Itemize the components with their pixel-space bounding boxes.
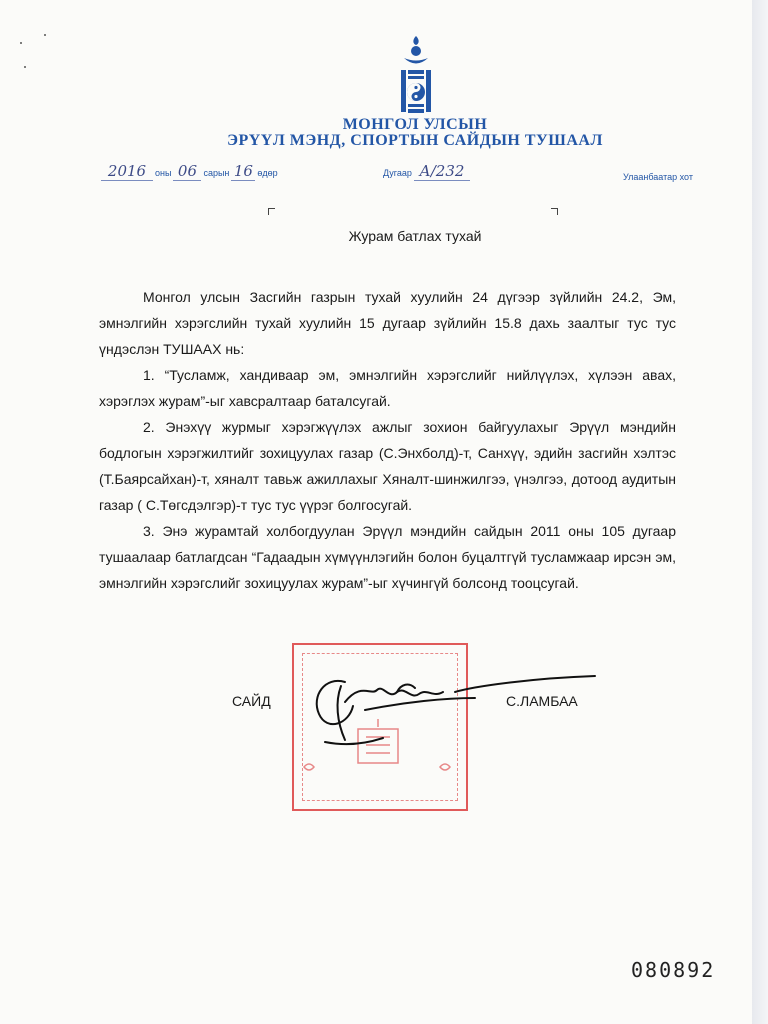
number-line bbox=[381, 162, 470, 186]
body-intro: Монгол улсын Засгийн газрын тухай хуулийн 24 дүгээр зүйлийн 24.2, Эм, эмнэлгийн хэрэгслийн тухай хуулийн 15 дугаар зүйлийн 15.8 дахь заалтыг тус тус үндэслэн ТУШААХ нь: bbox=[99, 289, 676, 357]
document-body bbox=[99, 284, 676, 596]
scan-speck bbox=[44, 34, 46, 36]
signatory-title: САЙД bbox=[232, 693, 271, 709]
city-label: Улаанбаатар хот bbox=[623, 172, 693, 182]
document-title-line2: ЭРҮҮЛ МЭНД, СПОРТЫН САЙДЫН ТУШААЛ bbox=[227, 132, 603, 149]
day-value: 16 bbox=[231, 162, 255, 181]
month-value: 06 bbox=[173, 162, 201, 181]
year-label: оны bbox=[155, 168, 172, 178]
serial-number: 080892 bbox=[631, 958, 716, 982]
body-item-2: 2. Энэхүү журмыг хэрэгжүүлэх ажлыг зохион байгуулахыг Эрүүл мэндийн бодлогын хэрэгжилтийг зохицуулах газар (С.Энхболд)-т, Санхүү, эдийн засгийн хэлтэс (Т.Баярсайхан)-т, хяналт тавьж ажиллахыг Хяналт-шинжилгээ, үнэлгээ, дотоод аудитын газар ( С.Төгсдэлгэр)-т тус тус үүрэг болгосугай. bbox=[99, 419, 676, 513]
scan-speck bbox=[20, 42, 22, 44]
date-line bbox=[101, 162, 280, 186]
number-value: А/232 bbox=[414, 162, 470, 181]
body-item-1: 1. “Тусламж, хандиваар эм, эмнэлгийн хэрэгслийг нийлүүлэх, хүлээн авах, хэрэглэх журам”-ыг хавсралтаар баталсугай. bbox=[99, 367, 676, 409]
scan-edge bbox=[752, 0, 768, 1024]
body-item-3: 3. Энэ журамтай холбогдуулан Эрүүл мэндийн сайдын 2011 оны 105 дугаар тушаалаар батлагдсан “Гадаадын хүмүүнлэгийн болон буцалтгүй тусламжаар ирсэн эм, эмнэлгийн хэрэгслийг зохицуулах журам”-ыг хүчингүй болсонд тооцсугай. bbox=[99, 523, 676, 591]
document-title-line1: МОНГОЛ УЛСЫН bbox=[342, 116, 488, 133]
corner-mark-right bbox=[551, 208, 558, 215]
scan-speck bbox=[24, 66, 26, 68]
signatory-name: С.ЛАМБАА bbox=[506, 693, 578, 709]
corner-mark-left bbox=[268, 208, 275, 215]
soyombo-emblem-icon bbox=[391, 36, 441, 116]
number-label: Дугаар bbox=[383, 168, 412, 178]
year-value: 2016 bbox=[101, 162, 153, 181]
document-subject: Журам батлах тухай bbox=[348, 228, 482, 244]
day-label: өдөр bbox=[257, 168, 278, 178]
month-label: сарын bbox=[203, 168, 230, 178]
